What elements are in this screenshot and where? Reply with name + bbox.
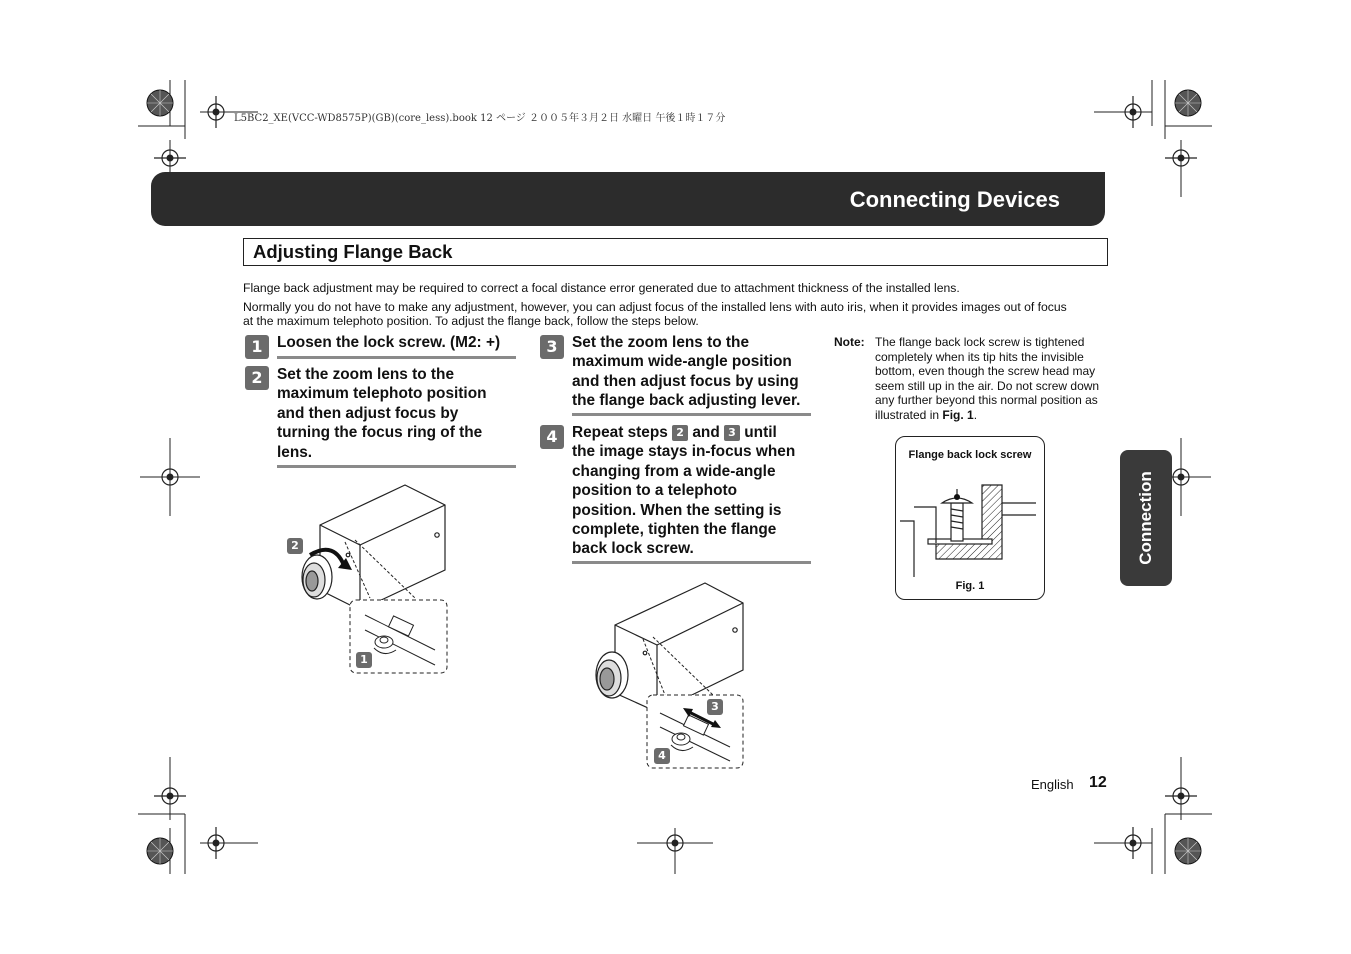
figure-1-title: Flange back lock screw bbox=[908, 449, 1032, 461]
camera-illustration-wide-angle bbox=[585, 575, 760, 775]
callout-badge: 1 bbox=[356, 652, 372, 668]
step-3-divider bbox=[572, 413, 811, 416]
step-1-text bbox=[277, 333, 500, 352]
step-3-line: Set the zoom lens to the bbox=[572, 334, 750, 351]
figure-1-box bbox=[895, 436, 1045, 600]
intro-paragraph-2-line-1: Normally you do not have to make any adjustment, however, you can adjust focus of the installed lens with auto iris, when it provides images out of focus bbox=[243, 300, 1067, 314]
step-4-line: the image stays in-focus when bbox=[572, 443, 796, 461]
step-4-first-line bbox=[572, 423, 795, 442]
step-2-line: turning the focus ring of the bbox=[277, 424, 483, 442]
camera-illustration-telephoto bbox=[280, 480, 455, 680]
step-1-line: Loosen the lock screw. (M2: +) bbox=[277, 334, 501, 351]
section-heading-box bbox=[243, 238, 1108, 266]
intro-paragraph-1: Flange back adjustment may be required to correct a focal distance error generated due to attachment thickness of the installed lens. bbox=[243, 281, 960, 295]
note-text bbox=[875, 335, 1111, 422]
step-ref-badge: 2 bbox=[672, 425, 688, 441]
section-title: Adjusting Flange Back bbox=[253, 241, 453, 262]
callout-badge: 2 bbox=[287, 538, 303, 554]
step-badge-1: 1 bbox=[245, 335, 269, 359]
side-tab-label: Connection bbox=[1136, 471, 1155, 565]
step-4-line: position. When the setting is bbox=[572, 501, 782, 519]
step-2-text bbox=[277, 365, 487, 462]
step-4-text-pre: Repeat steps bbox=[572, 424, 673, 441]
step-4-text-post: until bbox=[740, 424, 777, 441]
print-filename: L5BC2_XE(VCC-WD8575P)(GB)(core_less).book 12 ページ ２００５年３月２日 水曜日 午後１時１７分 bbox=[234, 113, 726, 124]
note-body-end: . bbox=[973, 407, 978, 422]
note-figure-reference: Fig. 1 bbox=[942, 407, 974, 422]
step-4-text-mid: and bbox=[688, 424, 724, 441]
callout-badge: 4 bbox=[654, 748, 670, 764]
chapter-side-tab bbox=[1120, 450, 1172, 586]
step-4-line: changing from a wide-angle bbox=[572, 462, 776, 480]
footer-language: English bbox=[1031, 777, 1074, 792]
step-4-line: position to a telephoto bbox=[572, 482, 738, 500]
step-4-divider bbox=[572, 561, 811, 564]
step-3-line: the flange back adjusting lever. bbox=[572, 392, 801, 410]
step-2-line: maximum telephoto position bbox=[277, 385, 487, 403]
step-2-line: Set the zoom lens to the bbox=[277, 366, 455, 383]
step-2-divider bbox=[277, 465, 516, 468]
step-3-text bbox=[572, 333, 800, 411]
step-4-text bbox=[572, 423, 795, 559]
step-badge-2: 2 bbox=[245, 366, 269, 390]
intro-paragraph-2-line-2: at the maximum telephoto position. To adjust the flange back, follow the steps below. bbox=[243, 314, 699, 328]
chapter-header bbox=[151, 172, 1105, 226]
step-3-line: maximum wide-angle position bbox=[572, 353, 792, 371]
note-body: The flange back lock screw is tightened completely when its tip hits the invisible bottom, even though the screw head may seem still up in the air. Do not screw down any further beyond this normal position as illustrated in bbox=[875, 335, 1100, 422]
figure-1-caption: Fig. 1 bbox=[955, 580, 985, 592]
page-number: 12 bbox=[1089, 774, 1107, 791]
step-3-line: and then adjust focus by using bbox=[572, 372, 799, 390]
step-2-line: lens. bbox=[277, 443, 313, 461]
step-1-divider bbox=[277, 356, 516, 359]
chapter-title: Connecting Devices bbox=[849, 187, 1060, 212]
step-4-line: complete, tighten the flange bbox=[572, 521, 777, 539]
step-ref-badge: 3 bbox=[724, 425, 740, 441]
step-badge-4: 4 bbox=[540, 425, 564, 449]
step-4-line: back lock screw. bbox=[572, 540, 694, 558]
lock-screw-diagram bbox=[896, 467, 1044, 577]
step-badge-3: 3 bbox=[540, 335, 564, 359]
step-2-line: and then adjust focus by bbox=[277, 404, 459, 422]
callout-badge: 3 bbox=[707, 699, 723, 715]
note-label: Note: bbox=[834, 335, 865, 349]
